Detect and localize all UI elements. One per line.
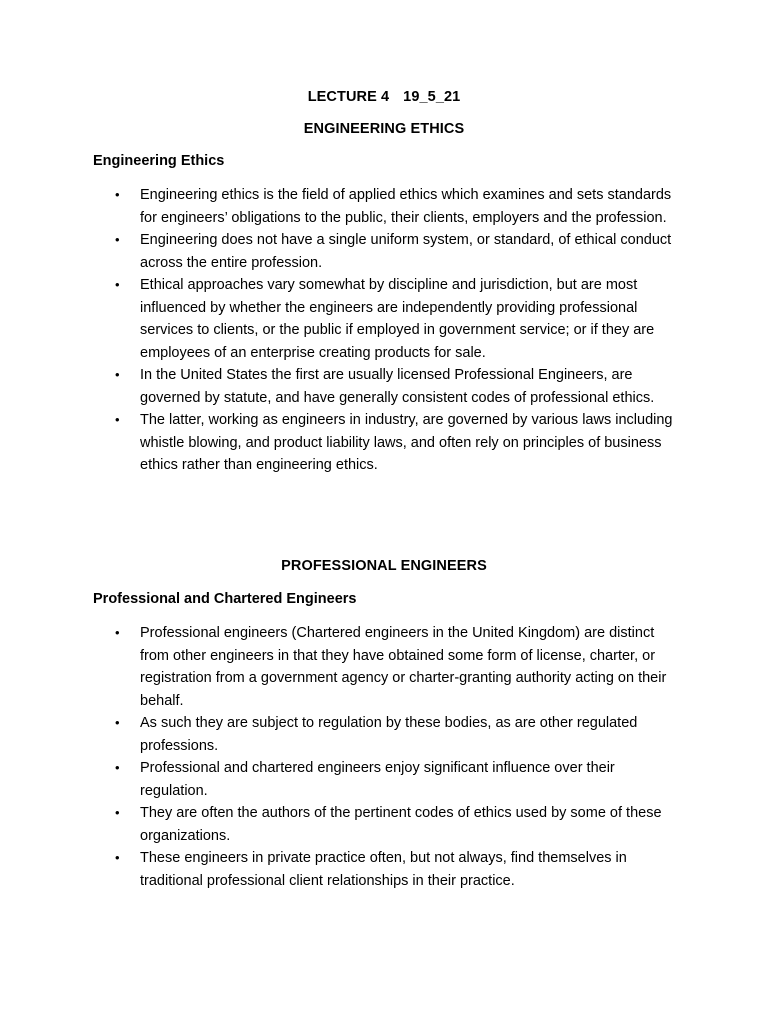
bullet-icon: • [115, 805, 120, 820]
bullet-icon: • [115, 412, 120, 427]
bullet-icon: • [115, 187, 120, 202]
lecture-date: 19_5_21 [403, 89, 461, 105]
section-heading-professional-engineers: PROFESSIONAL ENGINEERS [281, 558, 487, 574]
bullet-text: As such they are subject to regulation by these bodies, as are other regulated professions. [140, 715, 638, 754]
list-item [0, 622, 768, 712]
lecture-label: LECTURE 4 [307, 89, 390, 105]
list-item [0, 802, 768, 847]
bullet-icon: • [115, 232, 120, 247]
list-item [0, 409, 768, 477]
list-item [0, 229, 768, 274]
bullet-text: Engineering ethics is the field of applied ethics which examines and sets standards for engineers’ obligations to the public, their clients, employers and the profession. [140, 187, 672, 226]
bullet-list-engineering-ethics [0, 184, 768, 477]
bullet-icon: • [115, 850, 120, 865]
bullet-text: Professional engineers (Chartered engineers in the United Kingdom) are distinct from other engineers in that they have obtained some form of license, charter, or registration from a government agency or charter-granting authority acting on their behalf. [140, 625, 667, 709]
bullet-icon: • [115, 715, 120, 730]
bullet-text: These engineers in private practice often, but not always, find themselves in traditional professional client relationships in their practice. [140, 850, 627, 889]
bullet-icon: • [115, 625, 120, 640]
list-item [0, 712, 768, 757]
bullet-text: Engineering does not have a single uniform system, or standard, of ethical conduct across the entire profession. [140, 232, 672, 271]
bullet-text: The latter, working as engineers in industry, are governed by various laws including whistle blowing, and product liability laws, and often rely on principles of business ethics rather than engineering ethics. [140, 412, 673, 473]
section-subheading-engineering-ethics: Engineering Ethics [93, 153, 225, 169]
bullet-text: In the United States the first are usually licensed Professional Engineers, are governed by statute, and have generally consistent codes of professional ethics. [140, 367, 655, 406]
page-title: ENGINEERING ETHICS [303, 121, 465, 137]
bullet-icon: • [115, 367, 120, 382]
list-item [0, 847, 768, 892]
bullet-list-professional-engineers [0, 622, 768, 892]
list-item [0, 184, 768, 229]
bullet-text: Professional and chartered engineers enjoy significant influence over their regulation. [140, 760, 615, 799]
list-item [0, 274, 768, 364]
section-subheading-professional-chartered: Professional and Chartered Engineers [93, 591, 357, 607]
bullet-text: They are often the authors of the pertinent codes of ethics used by some of these organizations. [140, 805, 662, 844]
lecture-heading [0, 89, 768, 105]
bullet-text: Ethical approaches vary somewhat by discipline and jurisdiction, but are most influenced by whether the engineers are independently providing professional services to clients, or the public if employed in government service; or if they are employees of an enterprise creating products for sale. [140, 277, 655, 361]
bullet-icon: • [115, 760, 120, 775]
list-item [0, 364, 768, 409]
list-item [0, 757, 768, 802]
bullet-icon: • [115, 277, 120, 292]
